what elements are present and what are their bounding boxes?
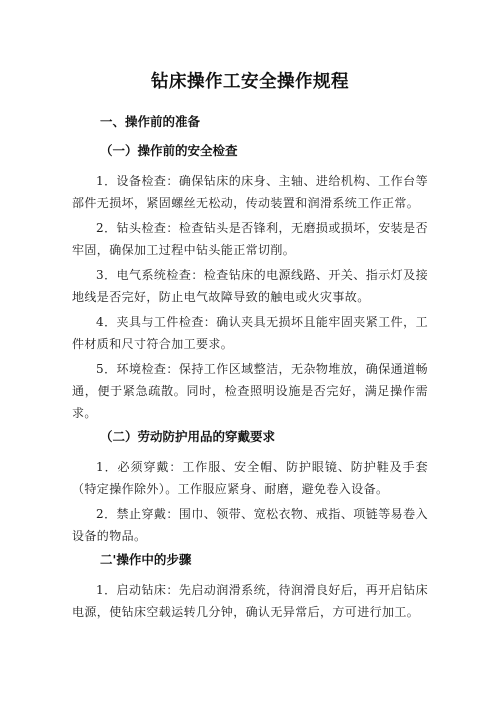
paragraph-fixture-check: 4．夹具与工件检查：确认夹具无损坏且能牢固夹紧工件，工件材质和尺寸符合加工要求。	[72, 315, 428, 351]
paragraph-must-wear: 1．必须穿戴：工作服、安全帽、防护眼镜、防护鞋及手套（特定操作除外）。工作服应紧身、耐磨，避免卷入设备。	[72, 460, 428, 496]
subsection-heading-protective-equipment: （二）劳动防护用品的穿戴要求	[100, 429, 276, 444]
paragraph-start-drill: 1．启动钻床：先启动润滑系统，待润滑良好后，再开启钻床电源，使钻床空载运转几分钟，确认无异常后，方可进行加工。	[72, 583, 428, 619]
section-heading-preparation: 一、操作前的准备	[100, 114, 201, 129]
paragraph-electrical-check: 3．电气系统检查：检查钻床的电源线路、开关、指示灯及接地线是否完好，防止电气故障导致的触电或火灾事故。	[72, 268, 428, 304]
paragraph-drill-bit-check: 2．钻头检查：检查钻头是否锋利，无磨损或损坏，安装是否牢固，确保加工过程中钻头能正常切削。	[72, 221, 428, 257]
paragraph-environment-check: 5．环境检查：保持工作区域整洁，无杂物堆放，确保通道畅通，便于紧急疏散。同时，检查照明设施是否完好，满足操作需求。	[72, 362, 428, 420]
document-title: 钻床操作工安全操作规程	[151, 72, 349, 92]
paragraph-equipment-check: 1．设备检查：确保钻床的床身、主轴、进给机构、工作台等部件无损坏，紧固螺丝无松动，传动装置和润滑系统工作正常。	[72, 174, 428, 210]
subsection-heading-safety-check: （一）操作前的安全检查	[100, 143, 238, 158]
paragraph-prohibited-wear: 2．禁止穿戴：围巾、领带、宽松衣物、戒指、项链等易卷入设备的物品。	[72, 507, 428, 543]
section-heading-operation-steps: 二'操作中的步骤	[100, 552, 192, 567]
